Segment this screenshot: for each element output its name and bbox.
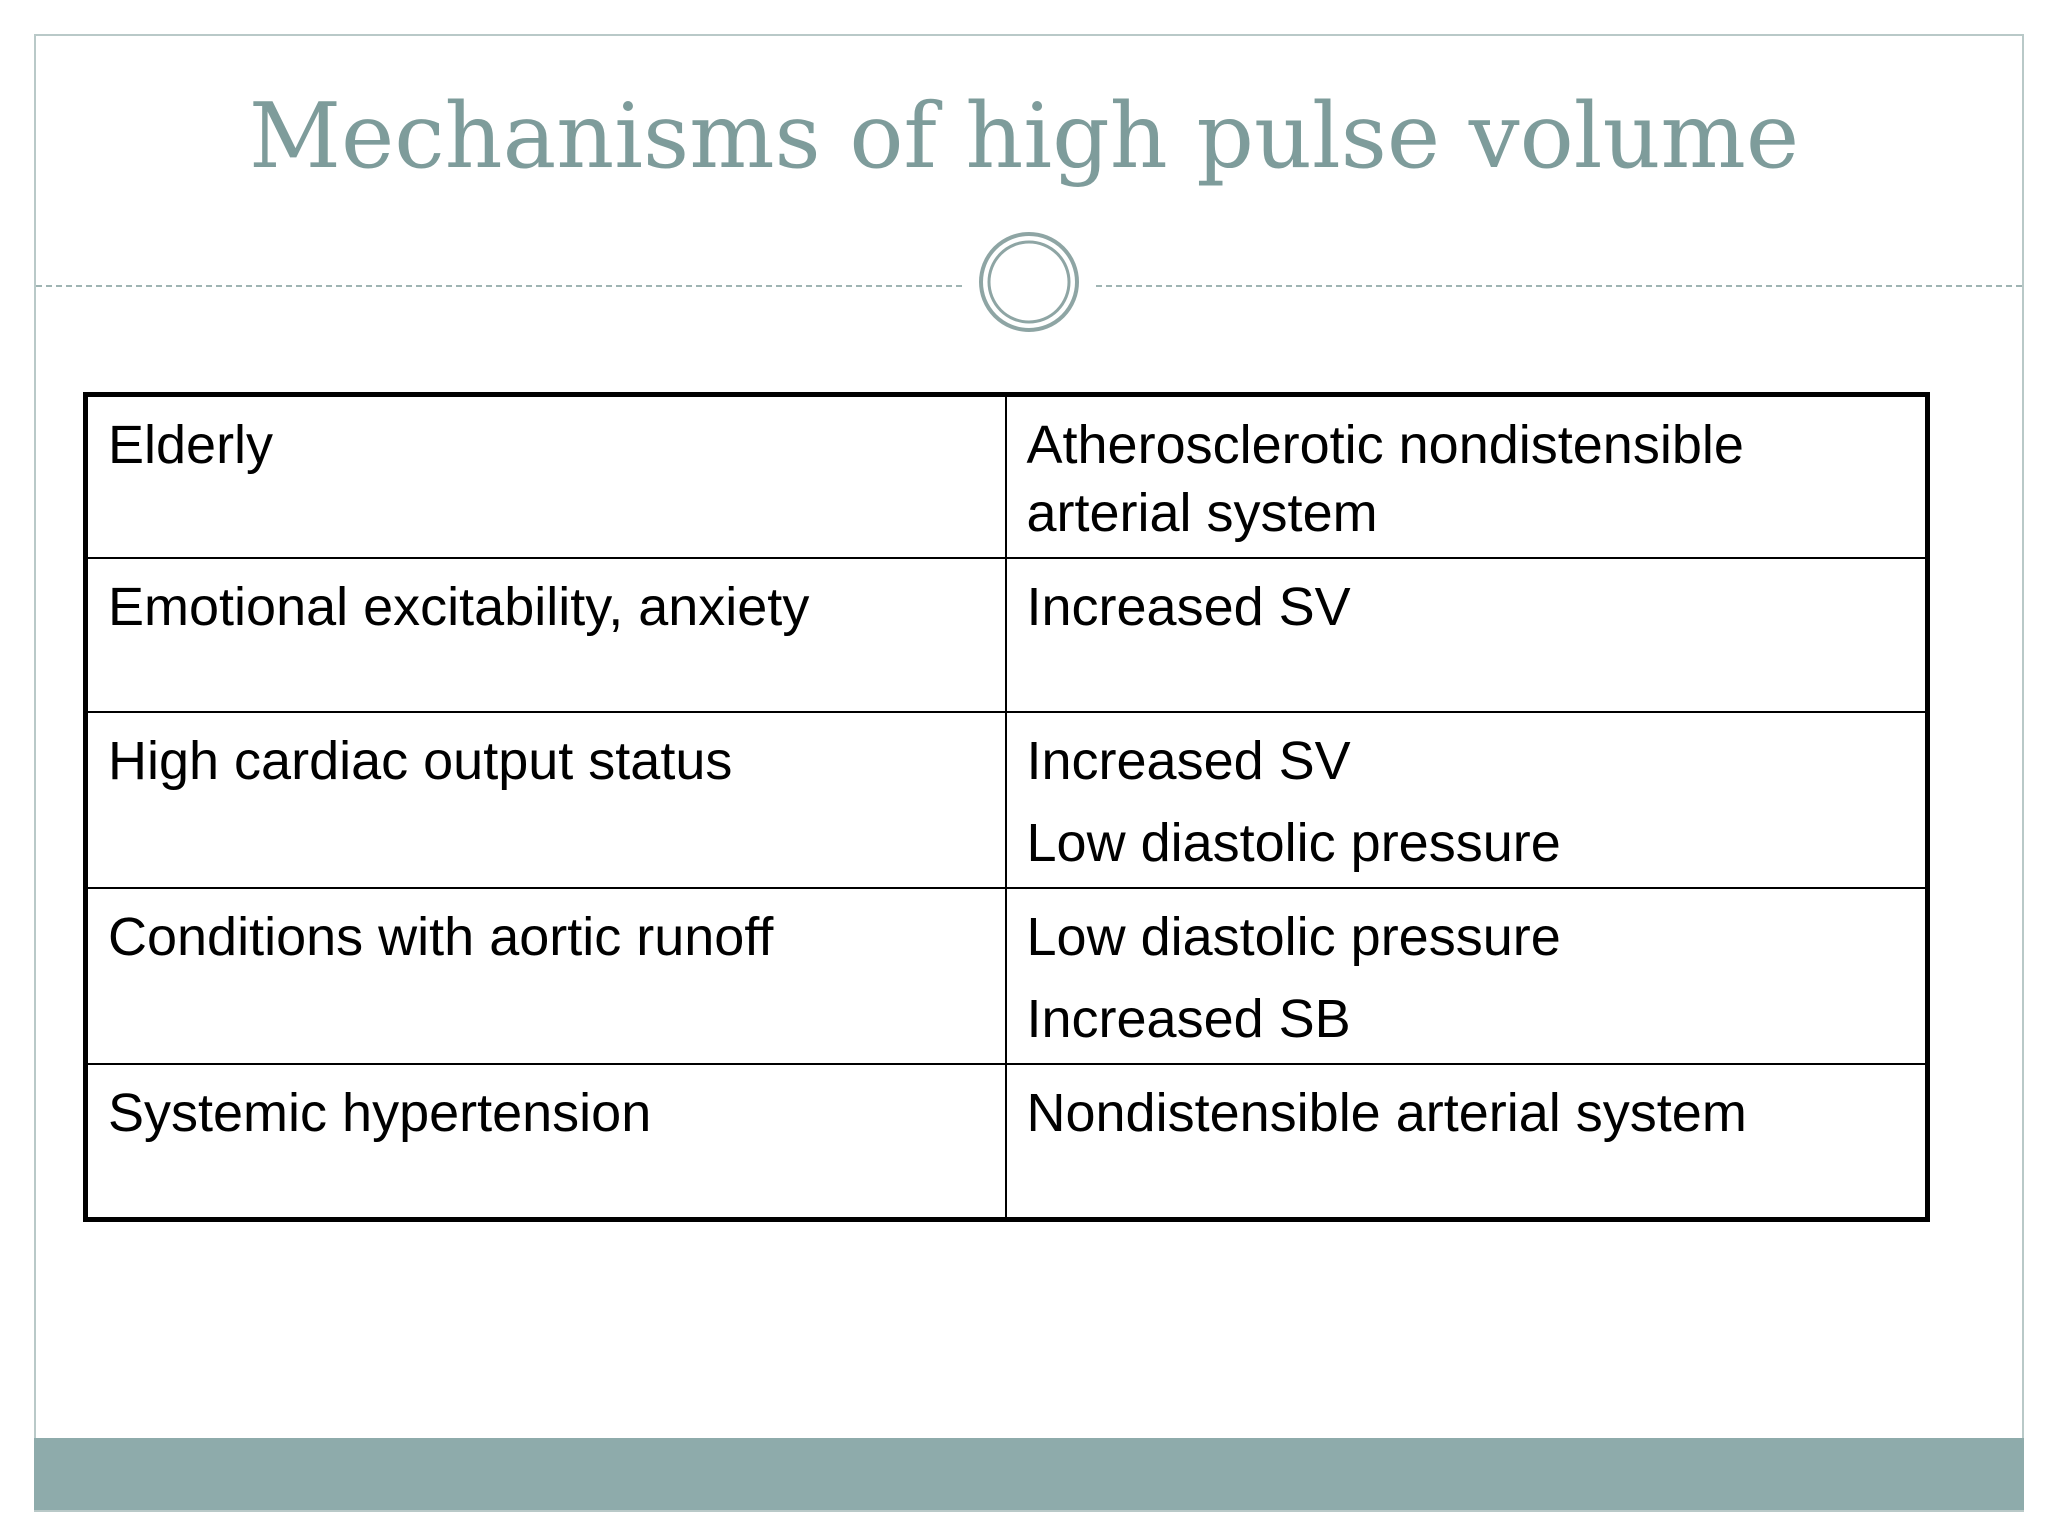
condition-text: Systemic hypertension: [108, 1083, 652, 1143]
double-ring-icon: [977, 230, 1081, 334]
mechanism-cell: [1006, 888, 1928, 1064]
mechanism-text: Nondistensible arterial system: [1026, 1083, 1747, 1143]
condition-text: Emotional excitability, anxiety: [108, 577, 810, 637]
table-row: [86, 888, 1928, 1064]
table-row: [86, 395, 1928, 559]
condition-cell: [86, 395, 1006, 559]
table-row: [86, 558, 1928, 712]
table-row: [86, 712, 1928, 888]
mechanism-text: arterial system: [1026, 483, 1378, 543]
mechanism-text: Atherosclerotic nondistensible: [1026, 415, 1744, 475]
title-divider-left: [36, 285, 962, 287]
footer-bar: [34, 1438, 2024, 1510]
mechanism-text: Increased SV: [1026, 731, 1351, 791]
condition-text: Elderly: [108, 415, 274, 475]
condition-cell: [86, 558, 1006, 712]
condition-cell: [86, 888, 1006, 1064]
mechanism-cell: [1006, 712, 1928, 888]
condition-text: High cardiac output status: [108, 731, 733, 791]
title-divider-right: [1096, 285, 2022, 287]
mechanism-text: Low diastolic pressure: [1026, 813, 1561, 873]
mechanism-text: Low diastolic pressure: [1026, 907, 1561, 967]
slide-title: Mechanisms of high pulse volume: [248, 84, 1800, 189]
mechanism-cell: [1006, 1064, 1928, 1220]
condition-cell: [86, 1064, 1006, 1220]
condition-cell: [86, 712, 1006, 888]
mechanism-cell: [1006, 395, 1928, 559]
mechanism-cell: [1006, 558, 1928, 712]
condition-text: Conditions with aortic runoff: [108, 907, 774, 967]
mechanisms-table: [83, 392, 1930, 1222]
table-row: [86, 1064, 1928, 1220]
mechanism-text: Increased SB: [1026, 989, 1351, 1049]
mechanism-text: Increased SV: [1026, 577, 1351, 637]
